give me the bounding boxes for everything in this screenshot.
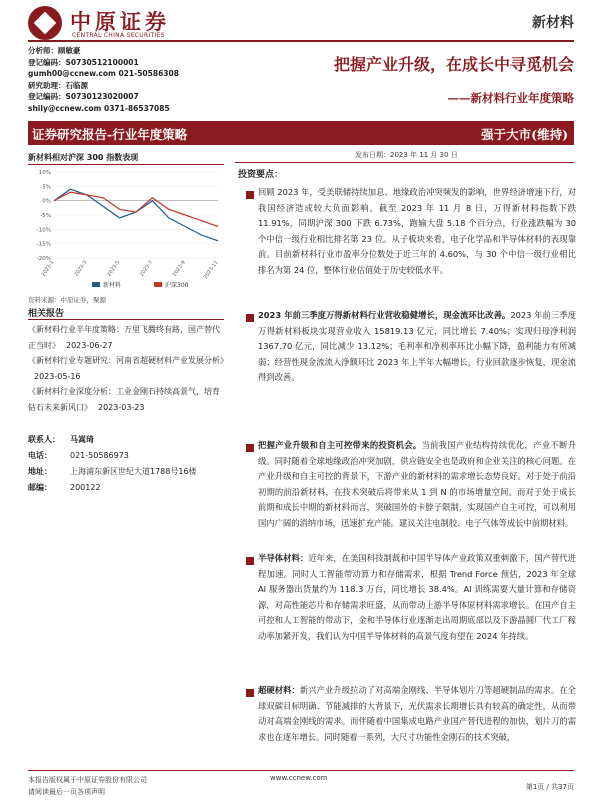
date-divider	[235, 162, 574, 163]
key-point-semiconductor	[258, 551, 576, 644]
y-tick-label: -10%	[36, 227, 51, 234]
reg-label-1: 登记编码：	[28, 57, 66, 67]
analyst-contact-2: shily@ccnew.com 0371-86537085	[28, 103, 170, 113]
related-report-title[interactable]: 《新材料行业专题研究：河南省超硬材料产业发展分析》	[28, 356, 228, 366]
key-point-financials-body: 2023 年前三季度万得新材料板块实现营业收入 15819.13 亿元，同比增长 7.40%；实现归母净利润 1367.70 亿元，同比减少 13.12%；毛利率和净利率环比小幅下降，盈利能力有所减弱；经营性现金流流入净额环比 2023 年上半年大幅增长，行业回款逐步恢复，现金流得到改善。	[258, 310, 576, 382]
assistant-label: 研究助理：	[28, 80, 66, 90]
related-reports-list	[28, 322, 228, 416]
analyst-name: 顾敏豪	[58, 46, 81, 55]
contact-address: 上海浦东新区世纪大道1788号16楼	[70, 467, 197, 476]
header-divider	[28, 40, 574, 42]
reg-code-row-1	[28, 57, 228, 69]
contact-phone-label: 电话：	[28, 451, 52, 460]
bullet-square-icon	[246, 689, 254, 697]
legend-swatch	[92, 282, 100, 287]
related-report-title[interactable]: 《新材料行业深度分析：工业金刚石持续高景气，培育钻石未来新风口》	[28, 387, 220, 412]
x-tick-label: 2023-3	[73, 259, 89, 278]
contact-address-label: 地址：	[28, 467, 52, 476]
y-tick-label: -5%	[40, 213, 51, 219]
key-point-superhard-body: 新兴产业升级拉动了对高端金刚线、半导体划片刀等超硬制品的需求。在全球双碳目标明确、节能减排的大背景下，光伏需求长期增长具有较高的确定性，从而带动对高端金刚线的需求。而伴随着中国集成电路产业国产替代进程的加快，划片刀的需求也在逐年增长。同时随着一系列，大尺寸功能性金刚石的技术突破，	[258, 685, 576, 742]
publish-date: 发布日期：2023 年 11 月 30 日	[355, 151, 458, 159]
industry-tag: 新材料	[532, 15, 574, 31]
analyst-label: 分析师：	[28, 46, 58, 55]
contact-person: 马嵩琦	[70, 435, 94, 444]
related-reports-divider	[28, 319, 224, 320]
reg-code-2: S0730123020007	[65, 92, 139, 102]
chart-title: 新材料相对沪深 300 指数表现	[28, 153, 139, 162]
company-logo	[28, 6, 198, 40]
contact-person-row	[28, 432, 233, 448]
contact-info	[28, 432, 233, 496]
contact-person-label: 联系人：	[28, 435, 60, 444]
footer-website-link[interactable]: www.ccnew.com	[270, 774, 328, 782]
logo-english-name: CENTRAL CHINA SECURITIES	[72, 32, 165, 39]
relative-performance-chart	[28, 166, 224, 294]
logo-chinese-name: 中原证券	[70, 9, 170, 34]
y-tick-label: -20%	[36, 256, 51, 262]
y-tick-label: 10%	[38, 170, 51, 176]
y-tick-label: 5%	[42, 184, 51, 191]
series-line	[54, 192, 218, 226]
x-tick-label: 2023-9	[171, 259, 187, 278]
key-point-superhard	[258, 683, 576, 745]
report-title: 把握产业升级，在成长中寻觅机会	[333, 55, 574, 74]
related-report-title[interactable]: 《新材料行业半年度策略：万里飞腾终有路，国产替代正当时》	[28, 325, 220, 350]
contact-phone: 021-50586973	[70, 451, 129, 460]
legend-label: 新材料	[103, 282, 122, 289]
related-report-item[interactable]	[28, 384, 224, 415]
related-report-date: 2023-06-27	[66, 340, 113, 350]
report-type: 证券研究报告-行业年度策略	[32, 127, 188, 142]
key-point-upgrade-body: 当前我国产业结构持续优化，产业不断升级。同时随着全球地缘政治冲突加剧，供应链安全也是政府和企业关注的核心问题。在产业升级和自主可控的背景下，下游产业的新材料的需求增长态势良好。对于处于前沿初期的前沿新材料，在技术突破后将带来从 1 到 N 的市场增量空间。而对于处于成长前期和成长中期的新材料而言，突破国外的卡脖子限制，实现国产自主可控，可以利用国内广阔的消纳市场，迅速扩充产能。建议关注电制胶、电子气体等成长中前期材料。	[258, 440, 576, 528]
reg-label-2: 登记编码：	[28, 92, 66, 102]
key-point-upgrade-heading: 把握产业升级和自主可控带来的投资机会。	[258, 440, 422, 450]
related-report-date: 2023-05-16	[34, 371, 81, 381]
chart-title-divider	[28, 164, 224, 165]
footer-copyright-line: 本报告版权属于中原证券股份有限公司	[28, 776, 147, 784]
footer-disclaimer-line: 请阅读最后一页各项声明	[28, 788, 105, 796]
key-points-title: 投资要点：	[238, 170, 284, 180]
report-subtitle: ——新材料行业年度策略	[447, 91, 574, 105]
y-tick-label: -15%	[36, 241, 51, 248]
key-point-financials-heading: 2023 年前三季度万得新材料行业营收稳健增长，现金流环比改善。	[258, 310, 511, 320]
page-number: 第1页 / 共37页	[525, 783, 574, 791]
analyst-row	[28, 45, 228, 57]
x-tick-label: 2023-1	[40, 259, 56, 278]
key-point-review: 回顾 2023 年，受美联储持续加息、地缘政治冲突频发的影响，世界经济增速下行，对我国经济造成较大负面影响。截至 2023 年 11 月 8 日，万得新材料指数下跌 11.91%，同期沪深 300 下跌 6.73%，跑输大盘 5.18 个百分点，行业涨跌幅为 30 个中信一级行业相比排名第 23 位。从子板块来看，电子化学品和半导体材料的表现靠前。目前新材料行业市盈率分位数处于近三年的 4.60%，与 30 个中信一级行业相比排名为第 24 位，整体行业估值处于历史较低水平。	[258, 187, 576, 275]
footer-divider	[28, 770, 574, 771]
contact-phone-row	[28, 448, 233, 464]
related-reports-title: 相关报告	[28, 309, 65, 319]
analyst-info	[28, 45, 228, 115]
related-report-date: 2023-03-23	[98, 402, 145, 412]
reg-code-row-2	[28, 91, 228, 103]
key-point-upgrade	[258, 438, 576, 531]
key-point-financials	[258, 308, 576, 386]
contact-zip: 200122	[70, 483, 101, 492]
bullet-square-icon	[246, 557, 254, 565]
chart-source: 资料来源：中原证券，聚源	[28, 296, 106, 304]
related-report-item[interactable]	[28, 353, 228, 384]
bullet-square-icon	[246, 314, 254, 322]
assistant-row	[28, 80, 228, 92]
key-point-superhard-heading: 超硬材料：	[258, 685, 300, 695]
contact-zip-label: 邮编：	[28, 483, 52, 492]
x-tick-label: 2023-5	[106, 259, 122, 278]
industry-rating: 强于大市(维持)	[481, 127, 568, 142]
logo-mark-icon	[28, 6, 62, 40]
footer-copyright	[28, 774, 147, 798]
contact-address-row	[28, 464, 233, 480]
bullet-square-icon	[246, 444, 254, 452]
assistant-name: 石临源	[65, 80, 88, 90]
legend-swatch	[154, 282, 162, 287]
x-tick-label: 2023-7	[138, 259, 155, 278]
legend-label: 沪深300	[165, 282, 189, 289]
contact-zip-row	[28, 480, 233, 496]
x-tick-label: 2023-11	[202, 259, 220, 281]
report-type-bar	[28, 121, 574, 145]
key-point-semiconductor-body: 近年来，在美国科技制裁和中国半导体产业政策双重刺激下，国产替代进程加速。同时人工智能带动算力和存储需求，根据 Trend Force 预估，2023 年全球 AI 服务器出货量约为 118.3 万台，同比增长 38.4%。AI 训练需要大量计算和存储资源，对高性能芯片和存储需求旺盛，从而带动上游半导体原材料需求增长。在国产自主可控和人工智能的带动下，金和半导体行业逐渐走出周期底部以及下游晶圆厂代工厂稼动率加紧开发，我们认为中国半导体材料的高景气度有望在 2024 年持续。	[258, 553, 576, 641]
y-tick-label: 0%	[42, 198, 51, 205]
analyst-contact-1: gumh00@ccnew.com 021-50586308	[28, 69, 179, 79]
key-point-semiconductor-heading: 半导体材料：	[258, 553, 309, 563]
bullet-square-icon	[246, 191, 254, 199]
related-report-item[interactable]	[28, 322, 224, 353]
reg-code-1: S0730512100001	[65, 57, 139, 67]
